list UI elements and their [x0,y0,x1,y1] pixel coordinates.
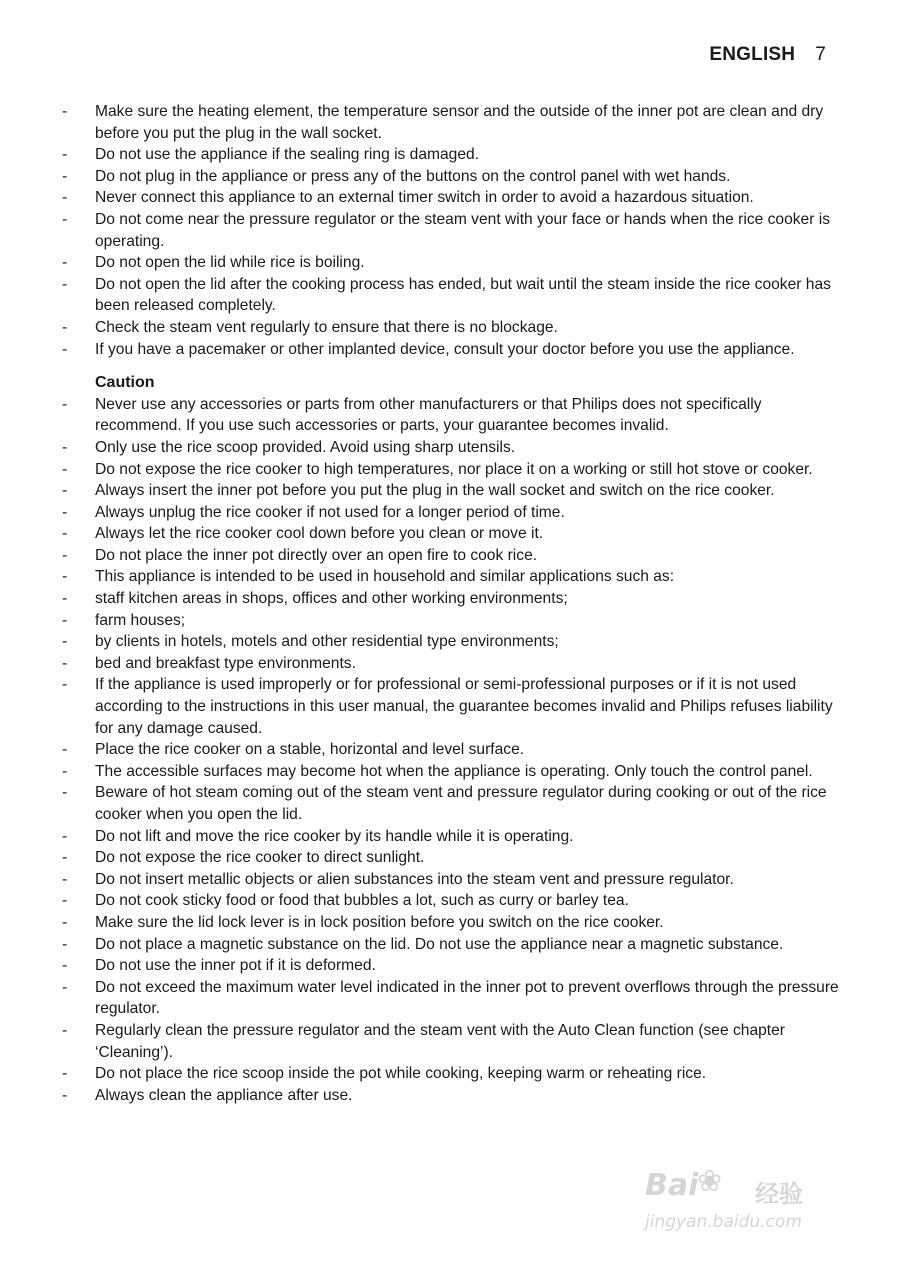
list-item [62,566,842,588]
bullet-dash: - [62,849,68,867]
list-item [62,187,842,209]
bullet-dash: - [62,210,68,228]
safety-list [62,101,842,360]
watermark-url: jingyan.baidu.com [645,1212,802,1232]
bullet-dash: - [62,590,68,608]
list-item [62,523,842,545]
caution-list [62,394,842,1107]
list-item-text: Always insert the inner pot before you put the plug in the wall socket and switch on the rice cooker. [95,482,775,500]
bullet-dash: - [62,827,68,845]
list-item [62,588,842,610]
list-item-text: Do not place a magnetic substance on the lid. Do not use the appliance near a magnetic substance. [95,935,784,953]
list-item-text: If you have a pacemaker or other implanted device, consult your doctor before you use the appliance. [95,340,795,358]
list-item-text: Always clean the appliance after use. [95,1086,353,1104]
bullet-dash: - [62,482,68,500]
bullet-dash: - [62,167,68,185]
watermark-brand: 经验 [755,1180,803,1208]
list-item-text: Do not plug in the appliance or press any of the buttons on the control panel with wet hands. [95,167,731,185]
list-item-text: Do not exceed the maximum water level indicated in the inner pot to prevent overflows through the pressure regulator. [95,978,839,1018]
list-item [62,1063,842,1085]
bullet-dash: - [62,503,68,521]
bullet-dash: - [62,654,68,672]
list-item-text: Do not place the inner pot directly over an open fire to cook rice. [95,546,538,564]
list-item [62,394,842,437]
document-body [62,101,842,1106]
list-item-text: Do not open the lid while rice is boiling. [95,254,365,272]
bullet-dash: - [62,1021,68,1039]
bullet-dash: - [62,784,68,802]
bullet-dash: - [62,1065,68,1083]
list-item-text: Do not use the appliance if the sealing ring is damaged. [95,146,480,164]
list-item [62,674,842,739]
bullet-dash: - [62,978,68,996]
list-item-text: Do not expose the rice cooker to direct sunlight. [95,849,425,867]
bullet-dash: - [62,676,68,694]
bullet-dash: - [62,254,68,272]
bullet-dash: - [62,568,68,586]
list-item-text: Regularly clean the pressure regulator and the steam vent with the Auto Clean function (see chapter ‘Cleaning’). [95,1021,785,1061]
list-item-text: Never use any accessories or parts from other manufacturers or that Philips does not specifically recommend. If you use such accessories or parts, your guarantee becomes invalid. [95,395,762,435]
bullet-dash: - [62,318,68,336]
list-item [62,459,842,481]
bullet-dash: - [62,340,68,358]
list-item-text: by clients in hotels, motels and other residential type environments; [95,633,559,651]
list-item-text: If the appliance is used improperly or for professional or semi-professional purposes or if it is not used according to the instructions in this user manual, the guarantee becomes invalid and Philips refuses liability for any damage caused. [95,676,833,737]
list-item-text: Make sure the heating element, the temperature sensor and the outside of the inner pot are clean and dry before you put the plug in the wall socket. [95,103,824,142]
list-item [62,847,842,869]
list-item [62,480,842,502]
list-item-text: Do not place the rice scoop inside the pot while cooking, keeping warm or reheating rice. [95,1065,707,1083]
list-item [62,545,842,567]
list-item [62,502,842,524]
page-header [709,44,826,66]
bullet-dash: - [62,633,68,651]
list-item [62,252,842,274]
list-item-text: Do not come near the pressure regulator or the steam vent with your face or hands when the rice cooker is operating. [95,210,831,250]
list-item-text: Always let the rice cooker cool down before you clean or move it. [95,525,544,543]
list-item-text: Place the rice cooker on a stable, horizontal and level surface. [95,741,525,759]
bullet-dash: - [62,525,68,543]
list-item [62,437,842,459]
bullet-dash: - [62,741,68,759]
list-item-text: Check the steam vent regularly to ensure that there is no blockage. [95,318,558,336]
list-item [62,934,842,956]
list-item-text: Make sure the lid lock lever is in lock position before you switch on the rice cooker. [95,913,664,931]
list-item [62,274,842,317]
list-item [62,912,842,934]
list-item [62,977,842,1020]
list-item-text: Beware of hot steam coming out of the steam vent and pressure regulator during cooking or out of the rice cooker when you open the lid. [95,784,827,823]
bullet-dash: - [62,1086,68,1104]
list-item [62,1085,842,1107]
list-item [62,869,842,891]
paw-icon: ❀ [697,1164,723,1199]
bullet-dash: - [62,438,68,456]
page-number: 7 [815,44,826,65]
list-item [62,739,842,761]
baidu-watermark [640,1164,860,1248]
section-title: ENGLISH [709,44,796,65]
bullet-dash: - [62,546,68,564]
bullet-dash: - [62,395,68,413]
list-item-text: Only use the rice scoop provided. Avoid using sharp utensils. [95,438,516,456]
bullet-dash: - [62,611,68,629]
list-item [62,890,842,912]
list-item [62,955,842,977]
bullet-dash: - [62,189,68,207]
bullet-dash: - [62,913,68,931]
list-item-text: staff kitchen areas in shops, offices and other working environments; [95,590,568,608]
list-item-text: Do not cook sticky food or food that bubbles a lot, such as curry or barley tea. [95,892,629,910]
bullet-dash: - [62,935,68,953]
bullet-dash: - [62,957,68,975]
watermark-logo: Bai [645,1168,699,1203]
list-item-text: Do not use the inner pot if it is deformed. [95,957,376,975]
list-item [62,761,842,783]
bullet-dash: - [62,460,68,478]
list-item [62,631,842,653]
list-item-text: This appliance is intended to be used in household and similar applications such as: [95,568,675,586]
list-item [62,317,842,339]
bullet-dash: - [62,870,68,888]
list-item [62,782,842,825]
list-item-text: Do not lift and move the rice cooker by its handle while it is operating. [95,827,574,845]
list-item-text: Do not open the lid after the cooking process has ended, but wait until the steam inside the rice cooker has been released completely. [95,275,831,315]
list-item-text: Do not insert metallic objects or alien substances into the steam vent and pressure regulator. [95,870,734,888]
list-item [62,610,842,632]
list-item [62,826,842,848]
bullet-dash: - [62,146,68,164]
list-item [62,653,842,675]
list-item [62,339,842,361]
list-item-text: bed and breakfast type environments. [95,654,356,672]
bullet-dash: - [62,103,68,120]
list-item-text: farm houses; [95,611,186,629]
list-item [62,101,842,144]
caution-heading: Caution [95,374,155,392]
list-item [62,144,842,166]
bullet-dash: - [62,892,68,910]
list-item [62,209,842,252]
list-item-text: Do not expose the rice cooker to high temperatures, nor place it on a working or still hot stove or cooker. [95,460,813,478]
bullet-dash: - [62,762,68,780]
list-item-text: The accessible surfaces may become hot when the appliance is operating. Only touch the control panel. [95,762,813,780]
list-item-text: Never connect this appliance to an external timer switch in order to avoid a hazardous situation. [95,189,754,207]
list-item [62,1020,842,1063]
bullet-dash: - [62,275,68,293]
list-item [62,166,842,188]
list-item-text: Always unplug the rice cooker if not used for a longer period of time. [95,503,565,521]
